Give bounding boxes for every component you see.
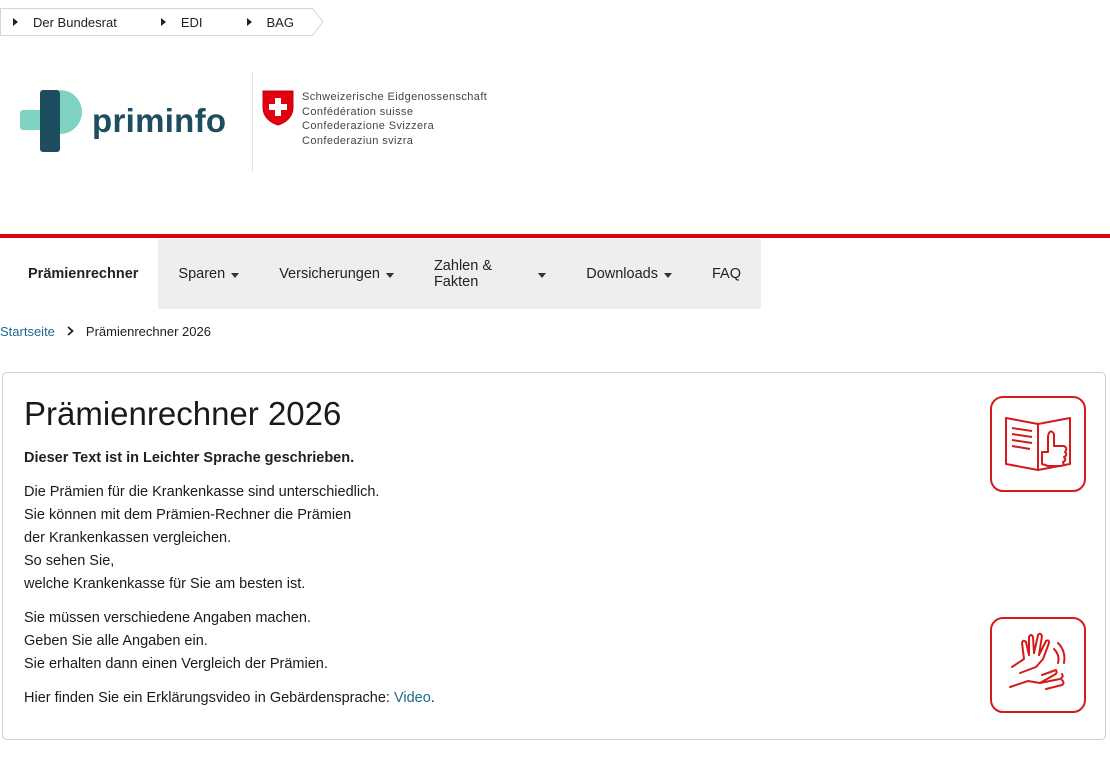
triangle-right-icon (247, 18, 252, 26)
gov-breadcrumb (0, 8, 312, 36)
nav-item-versicherungen[interactable]: Versicherungen (259, 239, 414, 309)
easy-language-icon[interactable] (990, 396, 1086, 492)
paragraph-3: Hier finden Sie ein Erklärungsvideo in Gebärdensprache: Video. (24, 690, 435, 706)
main-nav (8, 239, 761, 309)
nav-item-praemienrechner[interactable]: Prämienrechner (8, 239, 158, 309)
priminfo-logo[interactable] (20, 90, 226, 152)
gov-crumb-edi[interactable]: EDI (135, 8, 221, 36)
gov-crumb-bag[interactable]: BAG (221, 8, 312, 36)
confederation-logo[interactable] (262, 90, 487, 148)
header-divider (252, 72, 253, 172)
logo-wordmark: priminfo (92, 102, 227, 139)
gov-crumb-bundesrat[interactable]: Der Bundesrat (0, 8, 135, 36)
confederation-text: Schweizerische Eidgenossenschaft Confédération suisse Confederazione Svizzera Confederaziun svizra (302, 91, 488, 147)
nav-item-faq[interactable]: FAQ (711, 266, 741, 282)
paragraph-1: Die Prämien für die Krankenkasse sind unterschiedlich. Sie können mit dem Prämien-Rechner die Prämien der Krankenkassen vergleichen. So sehen Sie, welche Krankenkasse für Sie am besten ist. (24, 484, 380, 592)
caret-down-icon (386, 273, 394, 278)
content-card (2, 372, 1106, 740)
nav-item-sparen[interactable]: Sparen (158, 239, 259, 309)
caret-down-icon (664, 273, 672, 278)
page-title: Prämienrechner 2026 (24, 395, 342, 432)
caret-down-icon (538, 273, 546, 278)
paragraph-2: Sie müssen verschiedene Angaben machen. Geben Sie alle Angaben ein. Sie erhalten dann einen Vergleich der Prämien. (24, 610, 328, 672)
breadcrumb-home-link[interactable]: Startseite (0, 324, 55, 339)
video-link[interactable]: Video (393, 690, 431, 706)
sign-language-icon[interactable] (990, 617, 1086, 713)
accent-line (0, 234, 1110, 238)
crumb-separator (312, 8, 324, 36)
caret-down-icon (231, 273, 239, 278)
nav-item-downloads[interactable]: Downloads (566, 239, 692, 309)
breadcrumb (0, 324, 211, 339)
chevron-right-icon (67, 324, 74, 339)
nav-item-zahlen-fakten[interactable]: Zahlen & Fakten (414, 239, 566, 309)
swiss-shield-icon (262, 90, 294, 126)
triangle-right-icon (161, 18, 166, 26)
lead-text: Dieser Text ist in Leichter Sprache geschrieben. (24, 450, 355, 466)
breadcrumb-current: Prämienrechner 2026 (85, 324, 211, 339)
triangle-right-icon (13, 18, 18, 26)
priminfo-cross-icon (20, 90, 82, 152)
